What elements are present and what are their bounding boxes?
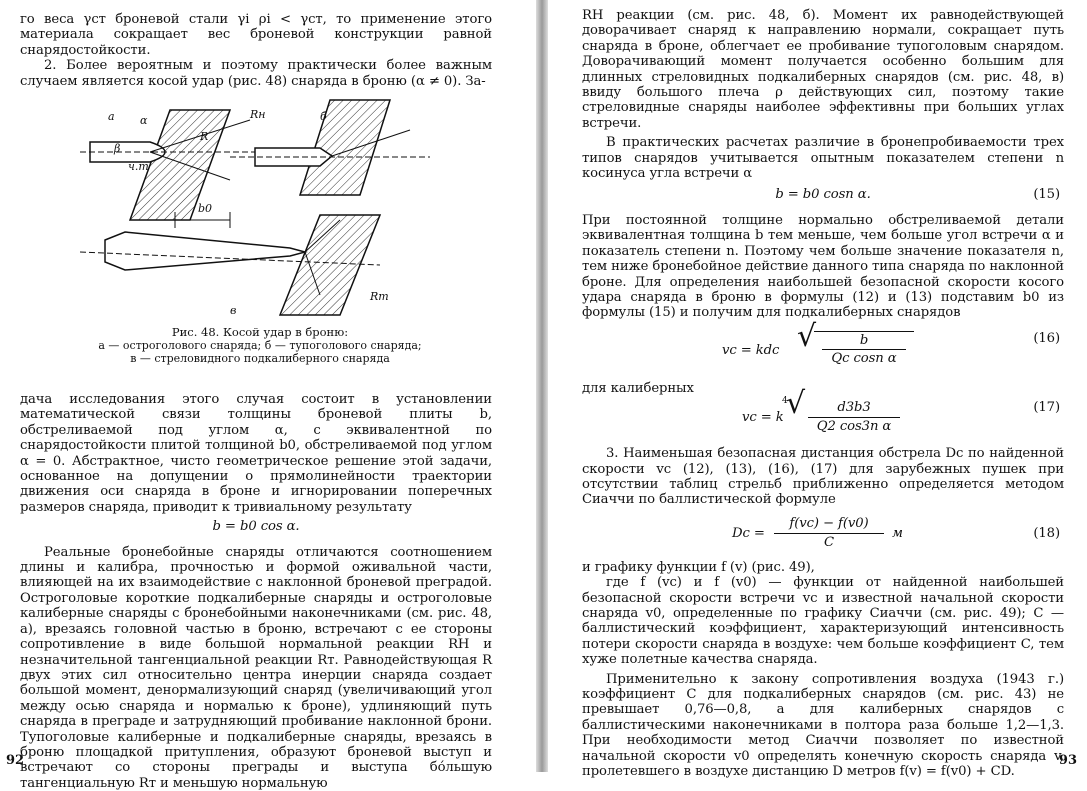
- right-para-3: При постоянной толщине нормально обстреливаемой детали эквивалентная толщина b тем меньше, чем больше угол встречи α и показатель степени n. Поэтому чем больше значение показателя n, тем ниже бронебойное действие данного типа снаряда по наклонной броне. Для определения наибольшей безопасной скорости косого удара снаряда в броню в формулы (12) и (13) подставим b0 из формулы (15) и получим для подкалиберных снарядов: [582, 212, 1064, 321]
- sqrt-icon: √: [797, 318, 817, 354]
- caption-item-2: в — стреловидного подкалиберного снаряда: [130, 352, 390, 365]
- formula-15-text: b = b0 cosn α.: [775, 187, 871, 203]
- formula-16-number: (16): [1033, 330, 1060, 346]
- formula-15: [582, 187, 1064, 202]
- formula-18-frac: [774, 533, 884, 534]
- fig-label-beta: β: [114, 142, 121, 155]
- right-para-5a: и графику функции f (v) (рис. 49),: [582, 559, 815, 575]
- formula-17-frac: [808, 417, 900, 418]
- fig-label-b0: b0: [198, 202, 213, 215]
- formula-17-den: Q2 cos3n α: [816, 419, 892, 435]
- sqrt-icon: √: [786, 386, 806, 422]
- fig-label-ct: ч.т: [128, 160, 149, 173]
- left-intro: [20, 12, 492, 89]
- figure-48: [80, 100, 440, 320]
- armor-plate-c: [280, 215, 380, 315]
- formula-15-number: (15): [1033, 187, 1060, 203]
- formula-17-root-index: 4: [782, 396, 788, 407]
- formula-16-den: Qc cosn α: [831, 350, 897, 366]
- for-caliber-text: для калиберных: [582, 380, 694, 396]
- caption-title: Рис. 48. Косой удар в броню:: [171, 325, 349, 339]
- left-intro-text: го веса γст броневой стали γi ρi < γст, то применение этого материала сокращает вес броневой конструкции равной снарядостойкости.: [20, 12, 492, 58]
- formula-18-den: C: [824, 534, 834, 550]
- right-page: [548, 0, 1087, 780]
- formula-18-lhs: Dc =: [732, 525, 765, 541]
- formula-18-unit: м: [892, 525, 903, 541]
- right-body: [582, 8, 1064, 779]
- formula-b-b0-cos: b = b0 cos α.: [212, 519, 300, 535]
- formula-18: [582, 516, 1064, 552]
- right-para-6: Применительно к закону сопротивления воздуха (1943 г.) коэффициент C для подкалиберных снарядов (см. рис. 43) не превышает 0,76—0,8, а для калиберных снарядов с баллистическими наконечниками в полтора раза больше 1,2—1,3. При необходимости метод Сиаччи позволяет по известной начальной скорости v0 определять конечную скорость снаряда v, пролетевшего в воздухе дистанцию D метров f(v) = f(v0) + CD.: [582, 671, 1064, 780]
- formula-16-lhs: vc = kdc: [722, 342, 780, 358]
- left-para-3: дача исследования этого случая состоит в установлении математической связи толщины броневой плиты b, обстреливаемой под углом α, с эквивалентной по снарядостойкости плитой толщиной b0, обстреливаемой под углом α = 0. Абстрактное, чисто геометрическое решение этой задачи, основанное на допущении о прямолинейности траектории движения оси снаряда в броне и игнорировании поперечных размеров снаряда, приводит к тривиальному результату: [20, 392, 492, 515]
- fig-label-c: в: [230, 304, 237, 317]
- formula-18-number: (18): [1033, 525, 1060, 541]
- page-number-left: 92: [6, 753, 25, 768]
- fig-label-rt: Rт: [370, 290, 389, 303]
- book-gutter: [536, 0, 548, 772]
- right-para-4: 3. Наименьшая безопасная дистанция обстрела Dc по найденной скорости vc (12), (13), (16), (17) для зарубежных пушек при отсутствии таблиц стрельб приближенно определяется методом Сиаччи по баллистической формуле: [582, 446, 1064, 508]
- fig-label-b: б: [320, 110, 327, 123]
- figure-caption: [40, 326, 480, 365]
- fig-label-rn: Rн: [250, 108, 266, 121]
- right-para-5b: где f (vc) и f (v0) — функции от найденной наибольшей безопасной скорости встречи vc и известной начальной скорости снаряда v0, определенные по графику Сиаччи (см. рис. 49); C — баллистический коэффициент, характеризующий интенсивность потери скорости снаряда в воздухе: чем больше коэффициент C, тем хуже полетные качества снаряда.: [582, 575, 1064, 668]
- caption-item-1: а — остроголового снаряда; б — тупоголового снаряда;: [98, 339, 422, 352]
- formula-17-lhs: vc = k: [742, 410, 784, 426]
- page-number-right: 93: [1058, 753, 1077, 768]
- formula-17-number: (17): [1033, 400, 1060, 416]
- formula-16-rule: [814, 331, 914, 332]
- left-page: [0, 0, 536, 791]
- formula-16: [582, 318, 1064, 371]
- formula-16-top: b: [859, 332, 869, 348]
- left-para-4: Реальные бронебойные снаряды отличаются соотношением длины и калибра, прочностью и формой оживальной части, влияющей на их взаимодействие с наклонной броневой преградой. Остроголовые короткие подкалиберные снаряды и остроголовые калиберные снаряды с бронебойными наконечниками (см. рис. 48, а), врезаясь головной частью в броню, встречают с ее стороны сопротивление в виде большой нормальной реакции RН и незначительной тангенциальной реакции Rт. Равнодействующая R двух этих сил относительно центра инерции снаряда создает большой момент, денормализующий снаряд (увеличивающий угол между осью снаряда и нормалью к броне), удлиняющий путь снаряда в преграде и затрудняющий пробивание наклонной брони. Тупоголовые калиберные и подкалиберные снаряды, врезаясь в броню площадкой притупления, образуют броневой выступ и встречают со стороны преграды и выступа бо́льшую тангенциальную Rт и меньшую нормальную: [20, 544, 492, 791]
- formula-18-top: f(vc) − f(v0): [789, 515, 869, 531]
- right-para-1: RН реакции (см. рис. 48, б). Момент их равнодействующей доворачивает снаряд к направлению нормали, сокращает путь снаряда в броне, облегчает ее пробивание тупоголовым снарядом. Доворачивающий момент получается особенно большим для длинных стреловидных подкалиберных снарядов (см. рис. 48, в) ввиду большого плеча ρ действующих сил, поэтому такие стреловидные снаряды наиболее эффективны при больших углах встречи.: [582, 8, 1064, 131]
- formula-16-frac: [822, 349, 906, 350]
- fig-label-alpha: α: [140, 114, 148, 127]
- fig-label-r: R: [200, 130, 209, 143]
- fig-label-a: а: [108, 110, 115, 123]
- left-body: [20, 392, 492, 791]
- left-para-2: 2. Более вероятным и поэтому практически более важным случаем является косой удар (рис. 48) снаряда в броню (α ≠ 0). За-: [20, 58, 492, 89]
- formula-17-top: d3b3: [837, 400, 871, 416]
- shell-c: [105, 232, 305, 270]
- right-para-2: В практических расчетах различие в бронепробиваемости трех типов снарядов учитывается опытным показателем степени n косинуса угла встречи α: [582, 135, 1064, 182]
